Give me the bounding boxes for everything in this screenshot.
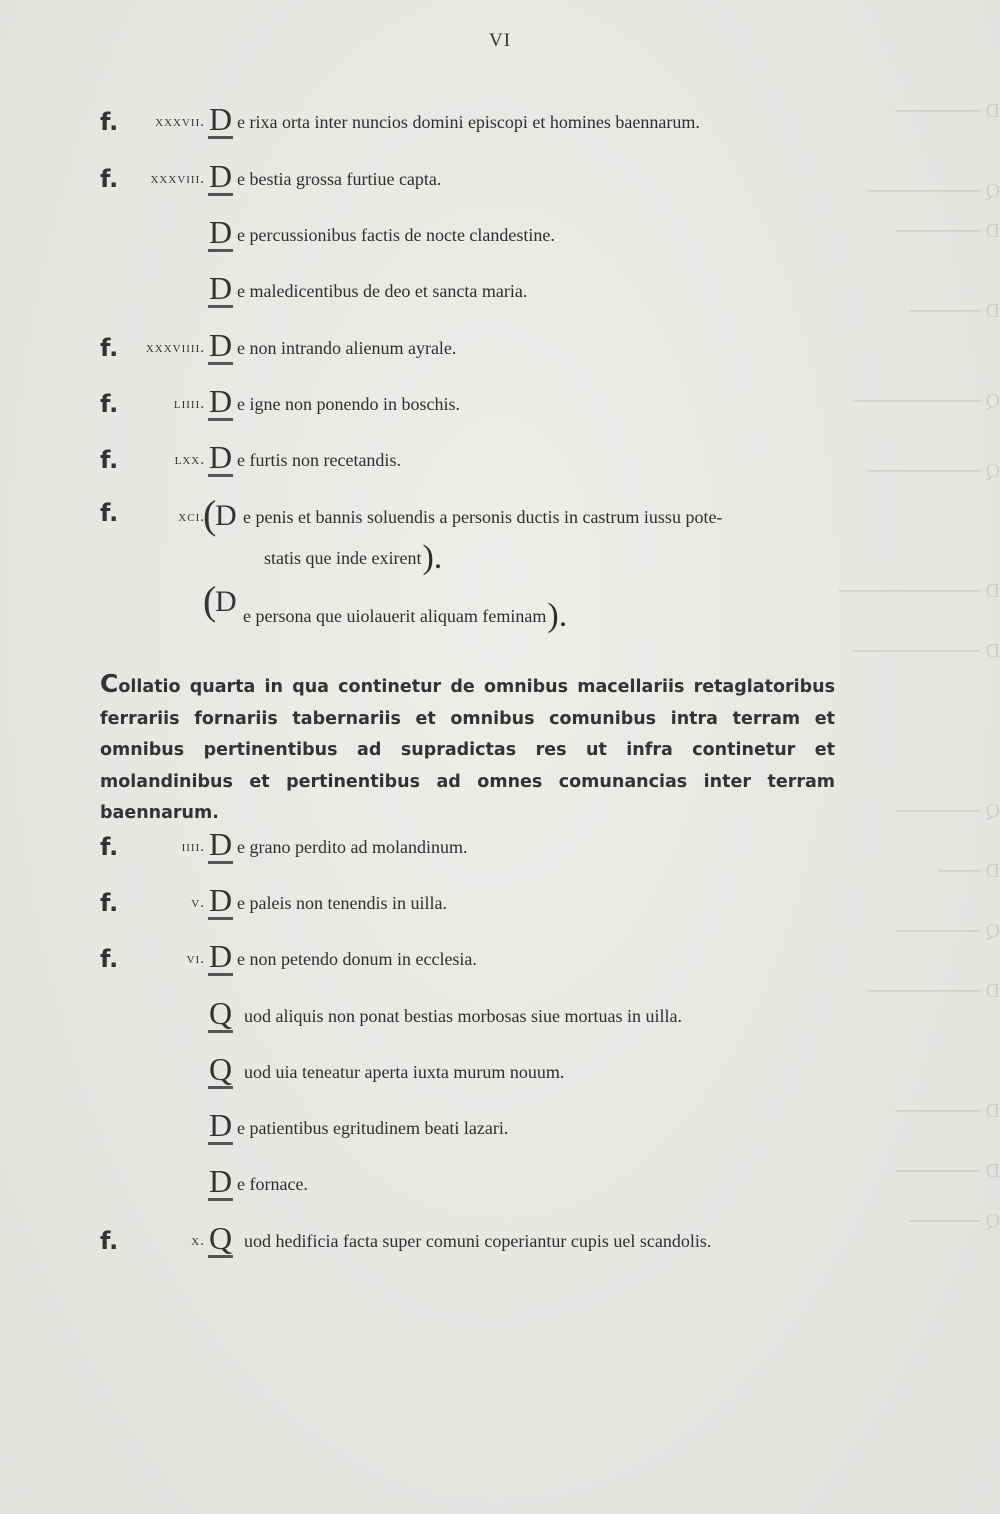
initial-letter: D (209, 101, 233, 137)
contents-entry (0, 1221, 1000, 1261)
contents-entry (0, 159, 1000, 199)
close-paren: ). (547, 597, 568, 634)
entry-text-body: e persona que uiolauerit aliquam feminam (243, 606, 547, 626)
folio-mark: f. (100, 889, 119, 917)
initial-letter: D (209, 938, 233, 974)
folio-number: liiii. (173, 396, 205, 412)
entry-text: e furtis non recetandis. (237, 450, 401, 470)
contents-entry (0, 440, 1000, 480)
folio-mark: f. (100, 390, 119, 418)
initial-letter: D (209, 1107, 233, 1143)
contents-entry (0, 328, 1000, 368)
entry-text: e penis et bannis soluendis a personis ductis in castrum iussu pote- (243, 507, 723, 527)
folio-number: xxxviiii. (145, 340, 205, 356)
entry-text: uod aliquis non ponat bestias morbosas siue mortuas in uilla. (244, 1006, 682, 1026)
entry-text: uod hedificia facta super comuni coperiantur cupis uel scandolis. (244, 1231, 712, 1251)
open-paren: ( (203, 578, 217, 623)
folio-mark: f. (100, 833, 119, 861)
folio-mark: f. (100, 446, 119, 474)
contents-entry (0, 102, 1000, 142)
entry-text: e igne non ponendo in boschis. (237, 394, 460, 414)
entry-text: e paleis non tenendis in uilla. (237, 893, 447, 913)
initial-letter: Q (209, 1220, 233, 1256)
folio-number: lxx. (174, 452, 205, 468)
collatio-heading (100, 668, 835, 830)
initial-letter: D (209, 383, 233, 419)
contents-entry (0, 1108, 1000, 1148)
entry-text: e rixa orta inter nuncios domini episcopi et homines baennarum. (237, 112, 700, 132)
entry-text: e non petendo donum in ecclesia. (237, 949, 477, 969)
entry-text: e patientibus egritudinem beati lazari. (237, 1118, 509, 1138)
folio-mark: f. (100, 499, 119, 527)
paren-entry-1-continuation (264, 535, 443, 576)
collatio-text: ollatio quarta in qua continetur de omnibus macellariis retaglatoribus ferrariis fornariis tabernariis et omnibus comunibus intra terram et omnibus pertinentibus ad supradictas res ut infra continetur et molandinibus et pertinentibus ad omnes comunancias inter terram baennarum. (100, 677, 835, 823)
folio-number: vi. (186, 951, 205, 967)
collatio-initial: C (100, 669, 119, 698)
initial-letter: D (215, 499, 237, 532)
folio-mark: f. (100, 334, 119, 362)
entry-text: e maledicentibus de deo et sancta maria. (237, 281, 528, 301)
contents-entry (0, 384, 1000, 424)
entry-text: e fornace. (237, 1174, 308, 1194)
folio-mark: f. (100, 945, 119, 973)
initial-letter: Q (209, 995, 233, 1031)
folio-number: x. (191, 1233, 205, 1249)
folio-mark: f. (100, 165, 119, 193)
initial-letter: D (209, 270, 233, 306)
initial-letter: D (209, 1163, 233, 1199)
folio-number: xxxvii. (155, 114, 205, 130)
entry-text: uod uia teneatur aperta iuxta murum nouum. (244, 1062, 565, 1082)
folio-number: xci. (178, 509, 205, 525)
folio-number: iiii. (181, 839, 205, 855)
folio-number: xxxviii. (150, 171, 205, 187)
initial-letter: D (209, 439, 233, 475)
initial-letter: Q (209, 1051, 233, 1087)
paren-entry-2 (0, 578, 1000, 634)
folio-mark: f. (100, 108, 119, 136)
open-paren: ( (203, 492, 217, 537)
contents-entry (0, 1164, 1000, 1204)
initial-letter: D (215, 585, 237, 618)
entry-text: e grano perdito ad molandinum. (237, 837, 468, 857)
contents-entry (0, 996, 1000, 1036)
entry-text: e bestia grossa furtiue capta. (237, 169, 442, 189)
paren-entry-1 (0, 492, 1000, 537)
entry-text (243, 593, 568, 634)
initial-letter: D (209, 826, 233, 862)
bleed-through-decoration: D ────── Q ──────── D ────── D ───── Q ───────── Q ──────── D ────────── D ───────── Q ────── D ─── Q ────── D ──────── D ────── D ────── Q ───── (838, 100, 1000, 1232)
entry-text: e percussionibus factis de nocte clandestine. (237, 225, 555, 245)
initial-letter: D (209, 158, 233, 194)
close-paren: ). (422, 539, 443, 576)
initial-letter: D (209, 214, 233, 250)
initial-letter: D (209, 327, 233, 363)
entry-text-line2: statis que inde exirent (264, 548, 422, 568)
folio-mark: f. (100, 1227, 119, 1255)
page-number: VI (488, 30, 512, 51)
contents-entry (0, 1052, 1000, 1092)
contents-entry (0, 827, 1000, 867)
folio-number: v. (191, 895, 205, 911)
contents-entry (0, 271, 1000, 311)
entry-text: e non intrando alienum ayrale. (237, 338, 457, 358)
contents-entry (0, 939, 1000, 979)
contents-entry (0, 883, 1000, 923)
contents-entry (0, 215, 1000, 255)
initial-letter: D (209, 882, 233, 918)
